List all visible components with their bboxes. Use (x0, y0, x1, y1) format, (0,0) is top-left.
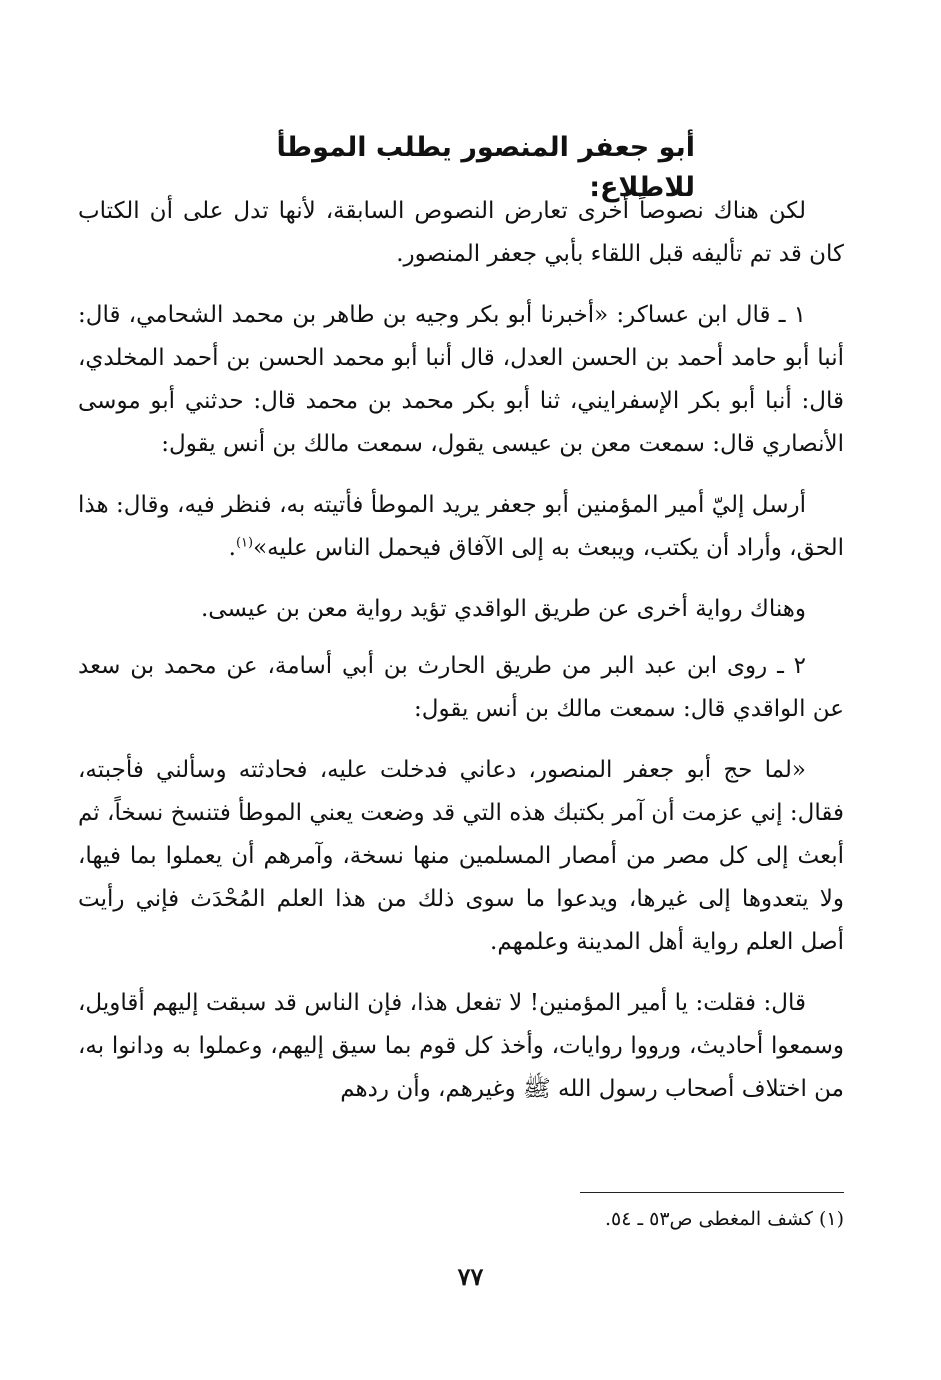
paragraph-narration-1: ١ ـ قال ابن عساكر: «أخبرنا أبو بكر وجيه بن طاهر بن محمد الشحامي، قال: أنبا أبو حامد أحمد بن الحسن العدل، قال أنبا أبو محمد الحسن بن أحمد المخلدي، قال: أنبا أبو بكر الإسفرايني، ثنا أبو بكر محمد بن محمد قال: حدثني أبو موسى الأنصاري قال: سمعت معن بن عيسى يقول، سمعت مالك بن أنس يقول: (78, 302, 844, 457)
paragraph-transition: وهناك رواية أخرى عن طريق الواقدي تؤيد رواية معن بن عيسى. (200, 596, 806, 622)
paragraph-intro: لكن هناك نصوصاً أخرى تعارض النصوص السابقة، لأنها تدل على أن الكتاب كان قد تم تأليفه قبل اللقاء بأبي جعفر المنصور. (78, 198, 844, 267)
page-number: ٧٧ (457, 1262, 484, 1291)
paragraph-quote-1 (78, 484, 844, 570)
paragraph-narration-2: ٢ ـ روى ابن عبد البر من طريق الحارث بن أبي أسامة، عن محمد بن سعد عن الواقدي قال: سمعت مالك بن أنس يقول: (78, 653, 844, 722)
paragraph-reply: قال: فقلت: يا أمير المؤمنين! لا تفعل هذا، فإن الناس قد سبقت إليهم أقاويل، وسمعوا أحاديث، ورووا روايات، وأخذ كل قوم بما سيق إليهم، وعملوا به ودانوا به، من اختلاف أصحاب رسول الله ﷺ وغيرهم، وأن ردهم (78, 990, 844, 1102)
quote-end: . (228, 535, 236, 561)
paragraph-quote-2: «لما حج أبو جعفر المنصور، دعاني فدخلت عليه، فحادثته وسألني فأجبته، فقال: إني عزمت أن آمر بكتبك هذه التي قد وضعت يعني الموطأ فتنسخ نسخاً، ثم أبعث إلى كل مصر من أمصار المسلمين منها نسخة، وآمرهم أن يعملوا بما فيها، ولا يتعدوها إلى غيرها، ويدعوا ما سوى ذلك من هذا العلم المُحْدَث فإني رأيت أصل العلم رواية أهل المدينة وعلمهم. (78, 757, 844, 955)
body-text (78, 190, 844, 1129)
footnote-reference: (١) (235, 535, 254, 551)
section-heading: أبو جعفر المنصور يطلب الموطأ للاطلاع: (276, 132, 695, 203)
footnote-divider (580, 1192, 844, 1193)
quote-text: أرسل إليّ أمير المؤمنين أبو جعفر يريد الموطأ فأتيته به، فنظر فيه، وقال: هذا الحق، وأراد أن يكتب، ويبعث به إلى الآفاق فيحمل الناس عليه» (78, 492, 844, 561)
footnote: (١) كشف المغطى ص٥٣ ـ ٥٤. (605, 1208, 844, 1230)
